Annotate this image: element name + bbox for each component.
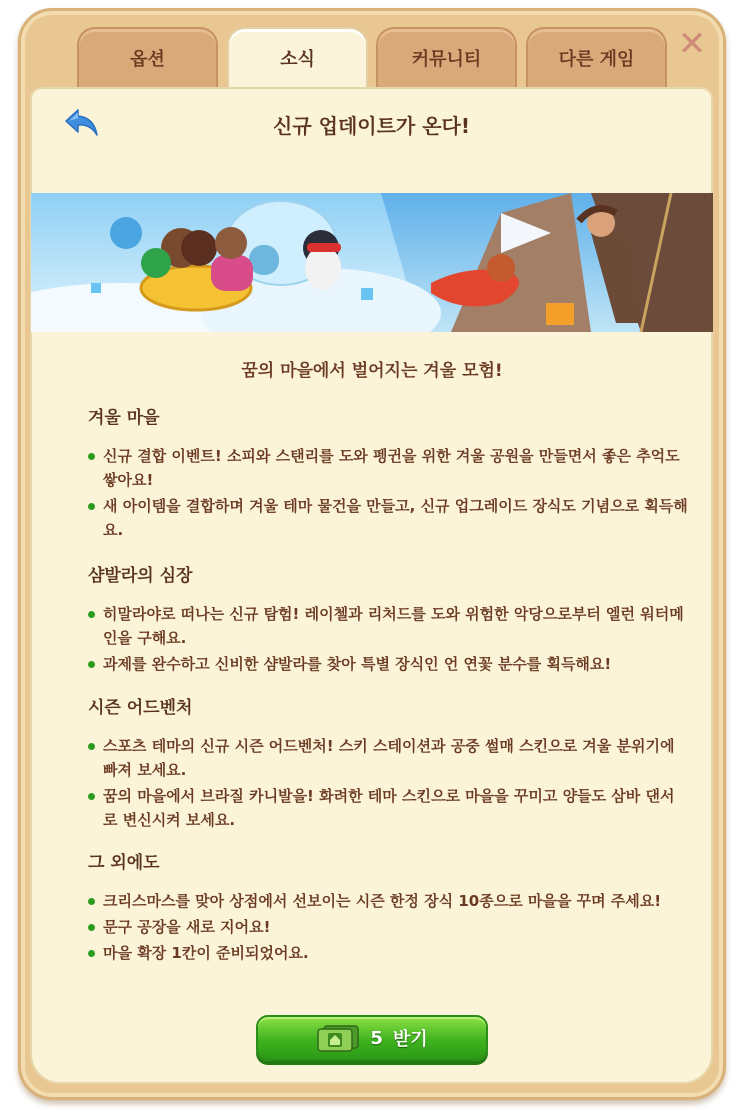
claim-reward-button[interactable]	[256, 1015, 488, 1061]
list-item: 신규 결합 이벤트! 소피와 스탠리를 도와 펭귄을 위한 겨울 공원을 만들면서 좋은 추억도 쌓아요!	[88, 444, 688, 492]
cash-icon	[316, 1024, 360, 1052]
tab-news[interactable]: 소식	[227, 27, 368, 91]
news-subtitle: 꿈의 마을에서 벌어지는 겨울 모험!	[241, 361, 503, 381]
list-item: 히말라야로 떠나는 신규 탐험! 레이첼과 리처드를 도와 위험한 악당으로부터 엘런 워터메인을 구해요.	[88, 602, 688, 650]
section-title: 겨울 마을	[88, 408, 160, 428]
list-item: 크리스마스를 맞아 상점에서 선보이는 시즌 한정 장식 10종으로 마을을 꾸며 주세요!	[88, 889, 688, 913]
section-title: 시즌 어드벤처	[88, 698, 193, 718]
section-and-more	[88, 848, 688, 967]
list-item: 마을 확장 1칸이 준비되었어요.	[88, 941, 688, 965]
tab-other-games[interactable]: 다른 게임	[526, 27, 667, 89]
list-item: 스포츠 테마의 신규 시즌 어드벤처! 스키 스테이션과 공중 썰매 스킨으로 겨울 분위기에 빠져 보세요.	[88, 734, 688, 782]
list-item: 문구 공장을 새로 지어요!	[88, 915, 688, 939]
reward-amount: 5	[370, 1027, 383, 1049]
close-icon[interactable]: ✕	[677, 24, 707, 64]
page-title: 신규 업데이트가 온다!	[273, 114, 470, 138]
section-heart-of-shambhala	[88, 561, 688, 678]
section-title: 그 외에도	[88, 853, 160, 873]
back-arrow-icon[interactable]	[64, 108, 100, 138]
list-item: 꿈의 마을에서 브라질 카니발을! 화려한 테마 스킨으로 마을을 꾸미고 양들도 삼바 댄서로 변신시켜 보세요.	[88, 784, 688, 832]
tab-options[interactable]: 옵션	[77, 27, 218, 89]
claim-label: 받기	[392, 1029, 428, 1050]
tab-community[interactable]: 커뮤니티	[376, 27, 517, 89]
list-item: 새 아이템을 결합하며 겨울 테마 물건을 만들고, 신규 업그레이드 장식도 기념으로 획득해요.	[88, 494, 688, 542]
section-season-adventure	[88, 693, 688, 834]
list-item: 과제를 완수하고 신비한 샴발라를 찾아 특별 장식인 언 연꽃 분수를 획득해요!	[88, 652, 688, 676]
section-title: 샴발라의 심장	[88, 566, 193, 586]
section-winter-village	[88, 403, 688, 544]
update-banner-image	[31, 193, 713, 332]
